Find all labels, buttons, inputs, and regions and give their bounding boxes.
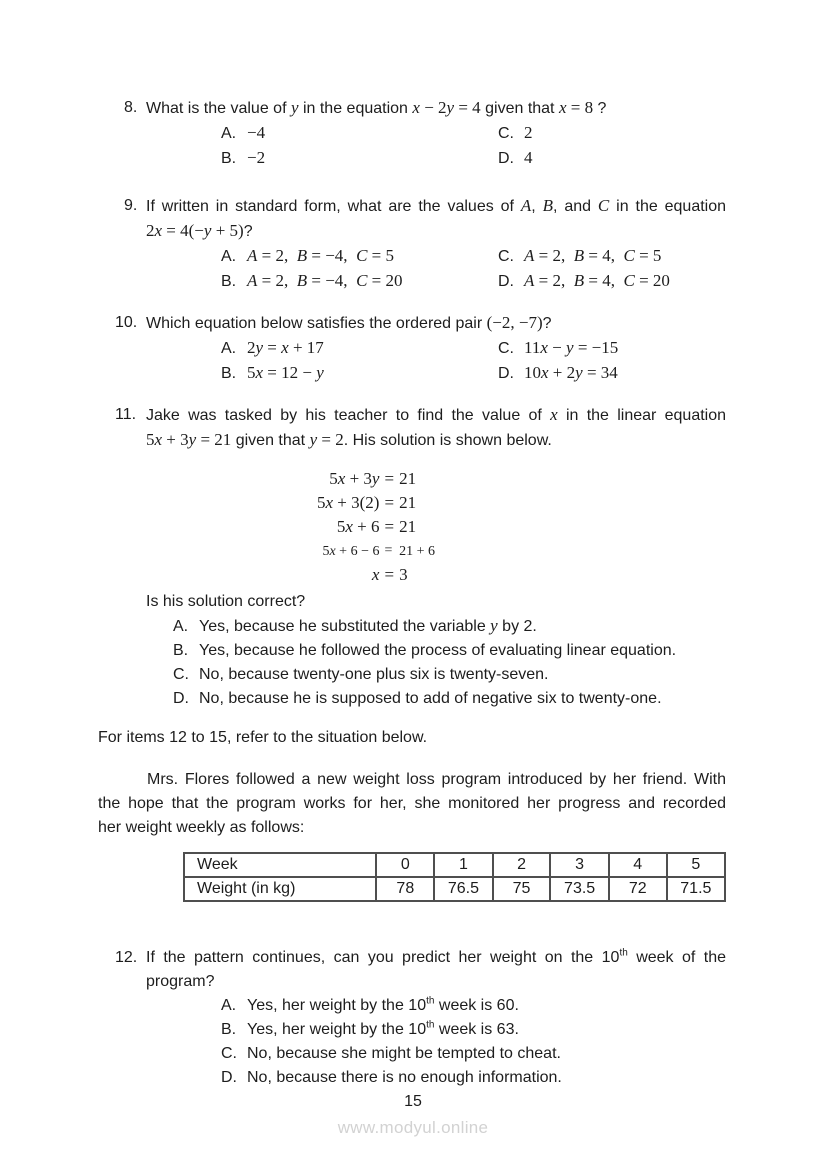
solution-step-rhs: 21 + 6 — [399, 544, 435, 559]
option-c — [498, 336, 726, 361]
option-text: 4 — [524, 148, 533, 167]
option-text: A = 2, B = 4, C = 20 — [524, 271, 670, 290]
option-text: No, because there is no enough information. — [247, 1069, 562, 1086]
option-letter: B. — [221, 273, 237, 290]
question-number: 8. — [124, 99, 138, 116]
option-letter: D. — [498, 273, 514, 290]
equals-sign: = — [384, 565, 395, 584]
option-letter: A. — [221, 125, 237, 142]
question-8 — [98, 96, 726, 171]
options — [146, 336, 726, 386]
option-text: No, because twenty-one plus six is twenty-seven. — [199, 666, 549, 683]
option-letter: D. — [498, 365, 514, 382]
page-number: 15 — [404, 1093, 422, 1110]
question-number: 10. — [115, 314, 138, 331]
equals-sign: = — [384, 517, 395, 536]
option-text: A = 2, B = 4, C = 5 — [524, 246, 662, 265]
question-10 — [98, 311, 726, 386]
options — [98, 614, 726, 711]
table-cell: 72 — [609, 877, 667, 901]
options — [146, 994, 726, 1090]
table-cell: Weight (in kg) — [184, 877, 376, 901]
question-text-line: What is the value of y in the equation x − 2y = 4 given that x = 8 ? — [146, 98, 607, 117]
option-letter: A. — [221, 997, 237, 1014]
option-a — [221, 994, 726, 1018]
option-letter: A. — [173, 618, 189, 635]
weight-table — [183, 852, 726, 902]
table-cell: 0 — [376, 853, 434, 877]
option-d — [173, 687, 726, 711]
option-letter: A. — [221, 248, 237, 265]
option-text: −4 — [247, 123, 266, 142]
paragraph-line: Mrs. Flores followed a new weight loss program introduced by her friend. With — [147, 771, 726, 788]
option-b — [221, 269, 498, 294]
option-letter: C. — [173, 666, 189, 683]
question-text-line: If written in standard form, what are the values of A, B, and C in the equation — [146, 196, 727, 215]
option-letter: B. — [221, 150, 237, 167]
option-a — [221, 244, 498, 269]
table-cell: 2 — [493, 853, 551, 877]
solution-step-rhs: 21 — [399, 493, 417, 512]
option-letter: B. — [221, 1021, 237, 1038]
question-text-line: 2x = 4(−y + 5)? — [146, 221, 253, 240]
option-text: No, because she might be tempted to cheat. — [247, 1045, 561, 1062]
situation-paragraph — [98, 768, 726, 840]
paragraph-line: her weight weekly as follows: — [98, 819, 305, 836]
table-cell: 73.5 — [550, 877, 608, 901]
table-cell: 5 — [667, 853, 725, 877]
table-cell: 78 — [376, 877, 434, 901]
option-text: 10x + 2y = 34 — [524, 363, 618, 382]
question-number: 9. — [124, 197, 138, 214]
solution-steps — [317, 467, 435, 587]
option-text: Yes, because he followed the process of evaluating linear equation. — [199, 642, 677, 659]
question-text-line: 5x + 3y = 21 given that y = 2. His solution is shown below. — [146, 430, 552, 449]
option-text: 11x − y = −15 — [524, 338, 619, 357]
option-text: No, because he is supposed to add of negative six to twenty-one. — [199, 690, 662, 707]
option-text: Yes, because he substituted the variable y by 2. — [199, 616, 537, 635]
option-c — [173, 663, 726, 687]
equals-sign: = — [384, 469, 395, 488]
solution-step-lhs: x — [371, 565, 380, 584]
option-text: 2 — [524, 123, 533, 142]
option-text: 2y = x + 17 — [247, 338, 324, 357]
option-d — [221, 1066, 726, 1090]
option-letter: C. — [498, 340, 514, 357]
question-text-line: Jake was tasked by his teacher to find the value of x in the linear equation — [146, 405, 727, 424]
option-text: Yes, her weight by the 10th week is 63. — [247, 1019, 519, 1038]
table-cell: 75 — [493, 877, 551, 901]
option-a — [221, 121, 498, 146]
table-cell: 1 — [434, 853, 492, 877]
option-letter: B. — [173, 642, 189, 659]
option-letter: D. — [221, 1069, 237, 1086]
option-letter: D. — [173, 690, 189, 707]
table-cell: 76.5 — [434, 877, 492, 901]
option-b — [221, 1018, 726, 1042]
table-cell: 4 — [609, 853, 667, 877]
option-b — [221, 361, 498, 386]
solution-step-rhs: 3 — [399, 565, 408, 584]
question-9 — [98, 194, 726, 294]
option-letter: D. — [498, 150, 514, 167]
table-row-week — [184, 853, 725, 877]
option-d — [498, 269, 726, 294]
solution-step-rhs: 21 — [399, 517, 417, 536]
options — [146, 244, 726, 294]
option-b — [173, 639, 726, 663]
solution-step-lhs: 5x + 3(2) — [317, 493, 380, 512]
table-cell: 3 — [550, 853, 608, 877]
option-text: 5x = 12 − y — [247, 363, 324, 382]
option-b — [221, 146, 498, 171]
option-letter: C. — [221, 1045, 237, 1062]
option-d — [498, 146, 726, 171]
option-a — [221, 336, 498, 361]
option-c — [498, 244, 726, 269]
option-c — [221, 1042, 726, 1066]
equals-sign: = — [384, 493, 395, 512]
solution-step-lhs: 5x + 6 − 6 — [322, 544, 380, 559]
option-text: Yes, her weight by the 10th week is 60. — [247, 995, 519, 1014]
solution-step-rhs: 21 — [399, 469, 417, 488]
equals-sign: = — [384, 543, 393, 558]
items-12-15-note: For items 12 to 15, refer to the situation below. — [98, 729, 428, 746]
option-c — [498, 121, 726, 146]
options — [146, 121, 726, 171]
table-row-weight — [184, 877, 725, 901]
paragraph-line: the hope that the program works for her, she monitored her progress and recorded — [98, 795, 726, 812]
question-number: 11. — [115, 406, 137, 423]
watermark: www.modyul.online — [337, 1118, 489, 1137]
option-text: −2 — [247, 148, 266, 167]
option-letter: C. — [498, 125, 514, 142]
option-a — [173, 614, 726, 639]
solution-step-lhs: 5x + 6 — [336, 517, 380, 536]
option-d — [498, 361, 726, 386]
option-letter: B. — [221, 365, 237, 382]
solution-step-lhs: 5x + 3y — [329, 469, 380, 488]
question-11 — [98, 403, 726, 453]
table-cell: Week — [184, 853, 376, 877]
question-12 — [98, 946, 726, 1090]
question-number: 12. — [115, 949, 138, 966]
option-letter: C. — [498, 248, 514, 265]
table-cell: 71.5 — [667, 877, 725, 901]
option-text: A = 2, B = −4, C = 20 — [247, 271, 403, 290]
question-followup: Is his solution correct? — [146, 593, 306, 610]
question-text-line: program? — [146, 973, 215, 990]
question-text-line: Which equation below satisfies the ordered pair (−2, −7)? — [146, 313, 552, 332]
option-letter: A. — [221, 340, 237, 357]
option-text: A = 2, B = −4, C = 5 — [247, 246, 394, 265]
question-text-line: If the pattern continues, can you predict her weight on the 10th week of the — [146, 947, 727, 966]
